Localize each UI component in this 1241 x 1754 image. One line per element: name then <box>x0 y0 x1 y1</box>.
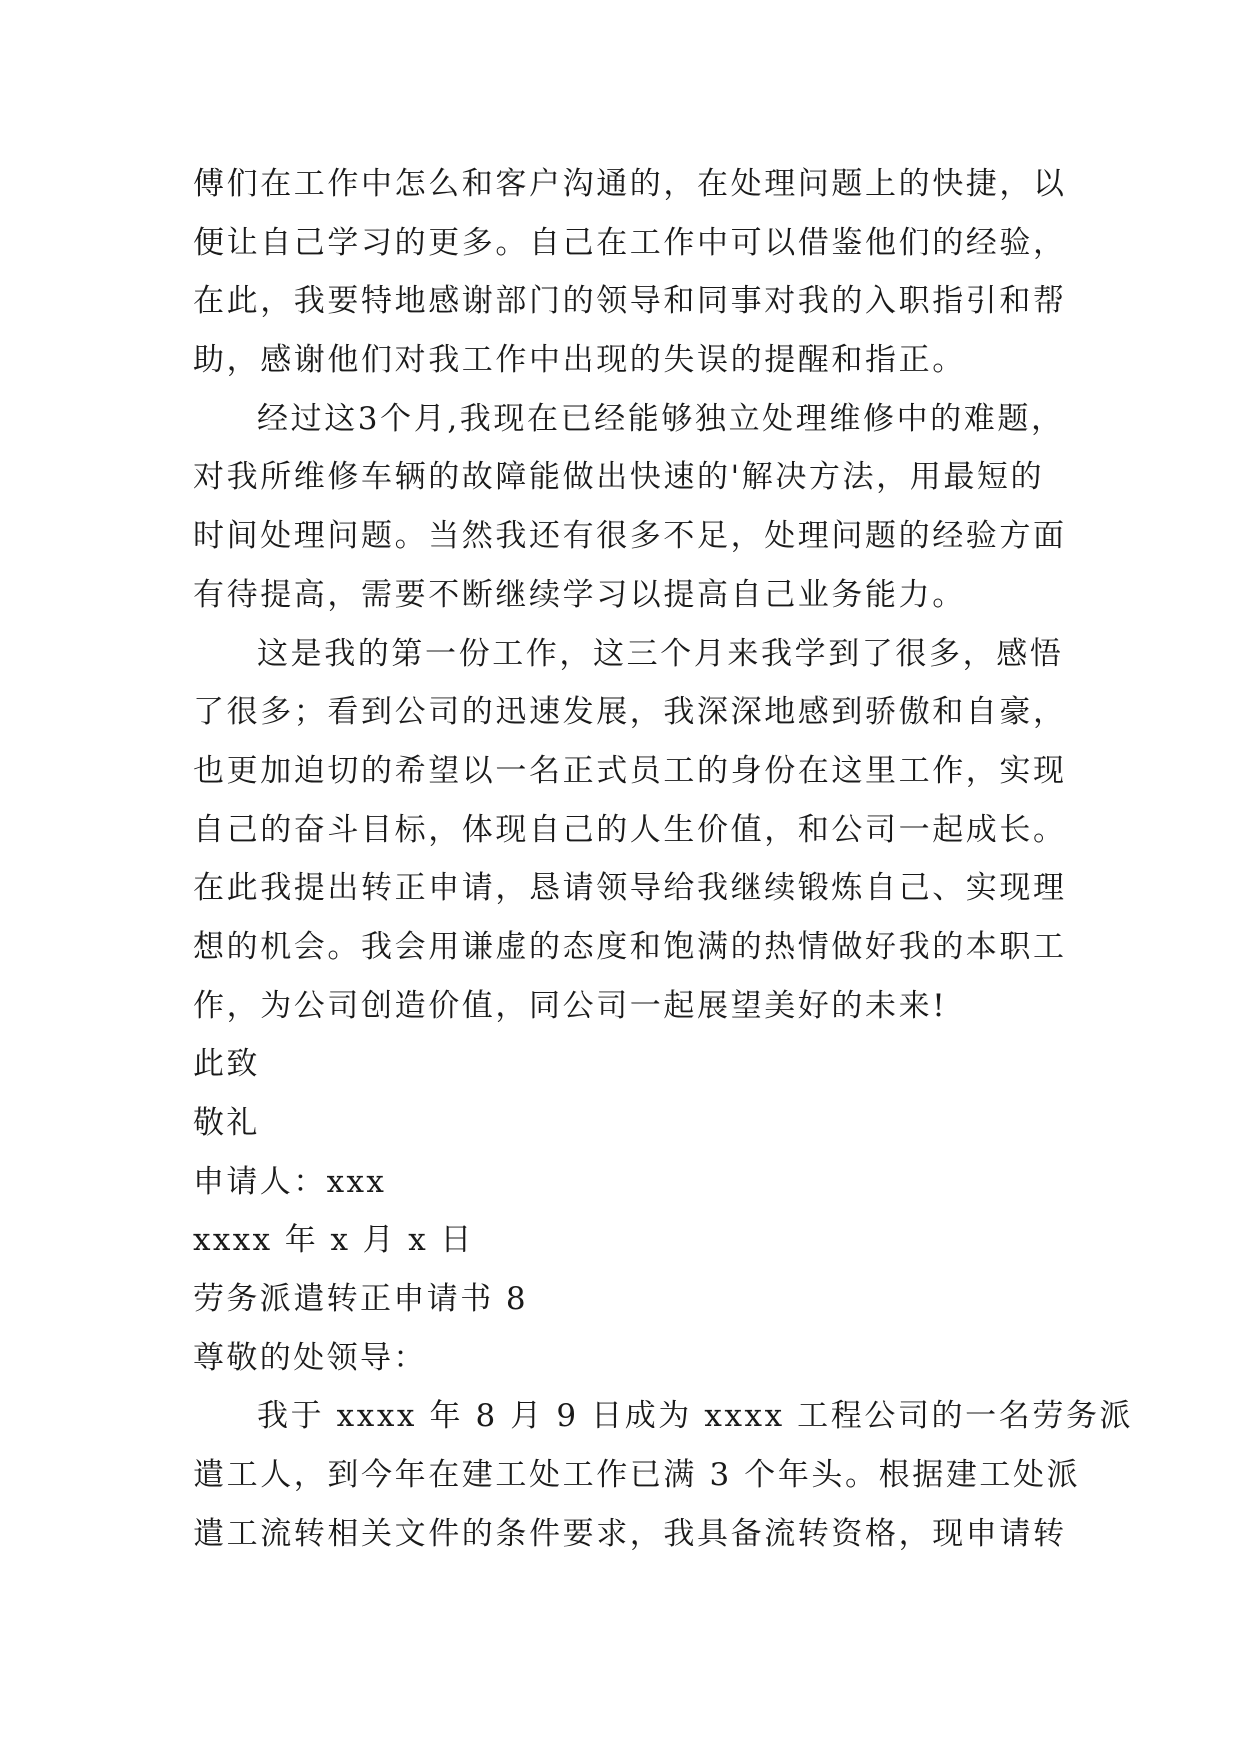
text-line: 作，为公司创造价值，同公司一起展望美好的未来! <box>193 987 948 1024</box>
text-line: 有待提高，需要不断继续学习以提高自己业务能力。 <box>193 576 966 613</box>
letter-date: xxxx 年 x 月 x 日 <box>193 1222 474 1259</box>
text-line: 自己的奋斗目标，体现自己的人生价值，和公司一起成长。 <box>193 811 1067 848</box>
text-line: 在此，我要特地感谢部门的领导和同事对我的入职指引和帮 <box>193 283 1067 320</box>
text-line: 也更加迫切的希望以一名正式员工的身份在这里工作，实现 <box>193 752 1067 789</box>
paragraph-progress <box>193 390 1073 625</box>
text-line: 时间处理问题。当然我还有很多不足，处理问题的经验方面 <box>193 518 1067 555</box>
text-line: 助，感谢他们对我工作中出现的失误的提醒和指正。 <box>193 342 966 379</box>
salutation-line: 敬礼 <box>193 1105 260 1141</box>
text-line: 遣工人，到今年在建工处工作已满 3 个年头。根据建工处派 <box>193 1457 1081 1494</box>
text-line: 便让自己学习的更多。自己在工作中可以借鉴他们的经验， <box>193 224 1067 261</box>
text-line: 我于 xxxx 年 8 月 9 日成为 xxxx 工程公司的一名劳务派 <box>257 1398 1134 1435</box>
text-line: 经过这3个月,我现在已经能够独立处理维修中的难题， <box>257 400 1065 437</box>
next-letter <box>193 1270 1134 1563</box>
letter-title: 劳务派遣转正申请书 8 <box>193 1281 528 1318</box>
text-line: 遣工流转相关文件的条件要求，我具备流转资格，现申请转 <box>193 1515 1067 1552</box>
text-line: 对我所维修车辆的故障能做出快速的'解决方法，用最短的 <box>193 459 1045 496</box>
text-line: 想的机会。我会用谦虚的态度和饱满的热情做好我的本职工 <box>193 928 1067 965</box>
applicant-signature: 申请人：xxx <box>193 1163 387 1200</box>
salutation-line: 此致 <box>193 1046 260 1083</box>
paragraph-application <box>193 625 1073 1036</box>
paragraph-continued-thanks <box>193 155 1073 390</box>
letter-body <box>193 155 1134 1564</box>
text-line: 傅们在工作中怎么和客户沟通的，在处理问题上的快捷，以 <box>193 166 1067 202</box>
text-line: 这是我的第一份工作，这三个月来我学到了很多，感悟 <box>257 635 1064 672</box>
letter-greeting: 尊敬的处领导： <box>193 1339 427 1376</box>
letter-closing <box>193 1035 1073 1270</box>
text-line: 了很多；看到公司的迅速发展，我深深地感到骄傲和自豪， <box>193 694 1067 731</box>
text-line: 在此我提出转正申请，恳请领导给我继续锻炼自己、实现理 <box>193 870 1067 907</box>
